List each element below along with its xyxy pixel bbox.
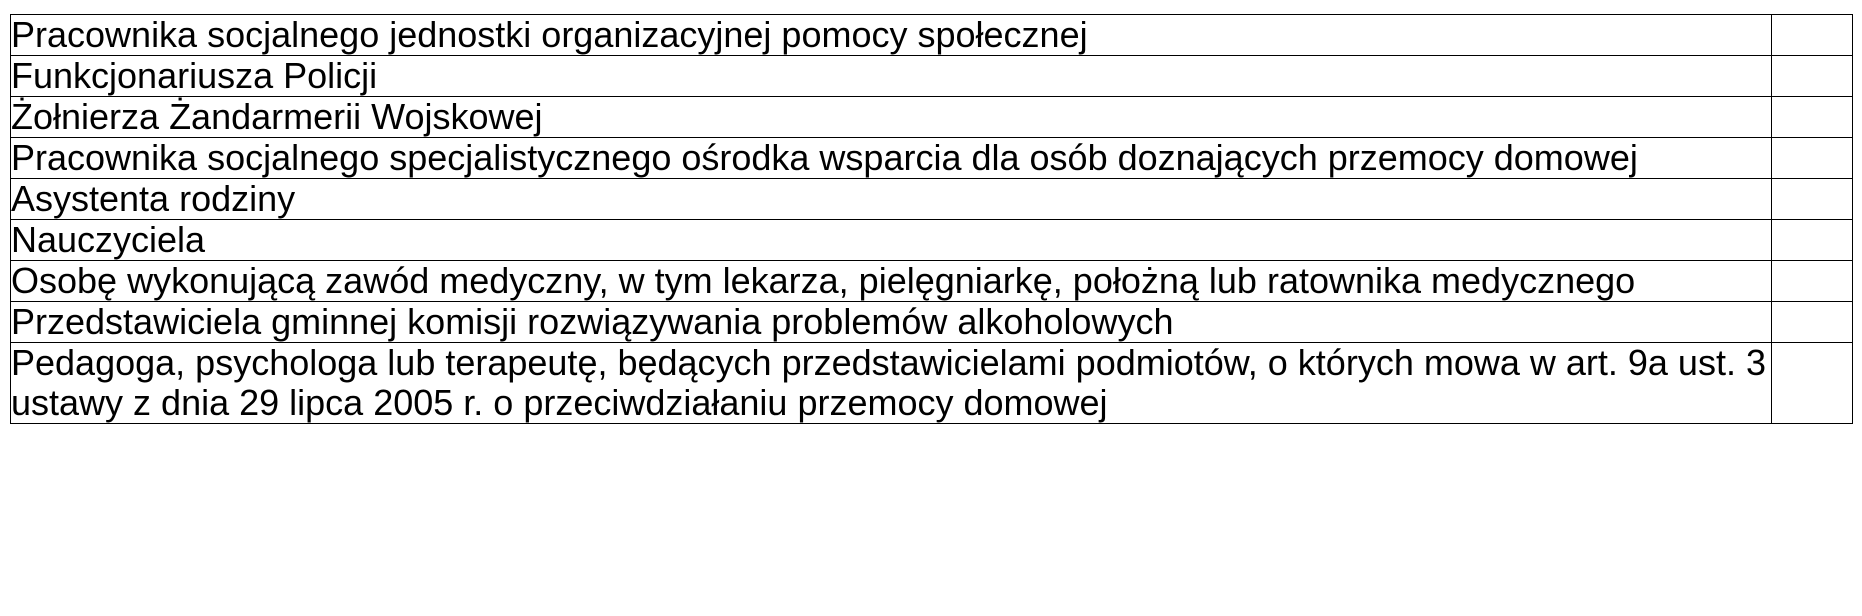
row-label: Osobę wykonującą zawód medyczny, w tym lekarza, pielęgniarkę, położną lub ratownika medycznego <box>11 261 1772 302</box>
row-check-cell[interactable] <box>1772 138 1853 179</box>
row-label: Żołnierza Żandarmerii Wojskowej <box>11 97 1772 138</box>
row-check-cell[interactable] <box>1772 56 1853 97</box>
table-row <box>11 97 1853 138</box>
table-row <box>11 302 1853 343</box>
recipient-selection-table <box>10 14 1853 424</box>
row-check-cell[interactable] <box>1772 15 1853 56</box>
row-check-cell[interactable] <box>1772 302 1853 343</box>
table-row <box>11 56 1853 97</box>
row-label: Asystenta rodziny <box>11 179 1772 220</box>
row-label: Nauczyciela <box>11 220 1772 261</box>
row-check-cell[interactable] <box>1772 97 1853 138</box>
table-body <box>11 15 1853 424</box>
row-label: Funkcjonariusza Policji <box>11 56 1772 97</box>
table-row <box>11 15 1853 56</box>
table-row <box>11 261 1853 302</box>
table-row <box>11 343 1853 424</box>
row-label: Pracownika socjalnego jednostki organizacyjnej pomocy społecznej <box>11 15 1772 56</box>
row-label: Pracownika socjalnego specjalistycznego ośrodka wsparcia dla osób doznających przemocy domowej <box>11 138 1772 179</box>
table-row <box>11 220 1853 261</box>
row-check-cell[interactable] <box>1772 220 1853 261</box>
row-check-cell[interactable] <box>1772 179 1853 220</box>
row-check-cell[interactable] <box>1772 343 1853 424</box>
table-row <box>11 138 1853 179</box>
row-label: Pedagoga, psychologa lub terapeutę, będących przedstawicielami podmiotów, o których mowa w art. 9a ust. 3 ustawy z dnia 29 lipca 2005 r. o przeciwdziałaniu przemocy domowej <box>11 343 1772 424</box>
row-label: Przedstawiciela gminnej komisji rozwiązywania problemów alkoholowych <box>11 302 1772 343</box>
table-row <box>11 179 1853 220</box>
form-table-container <box>10 14 1851 424</box>
row-check-cell[interactable] <box>1772 261 1853 302</box>
